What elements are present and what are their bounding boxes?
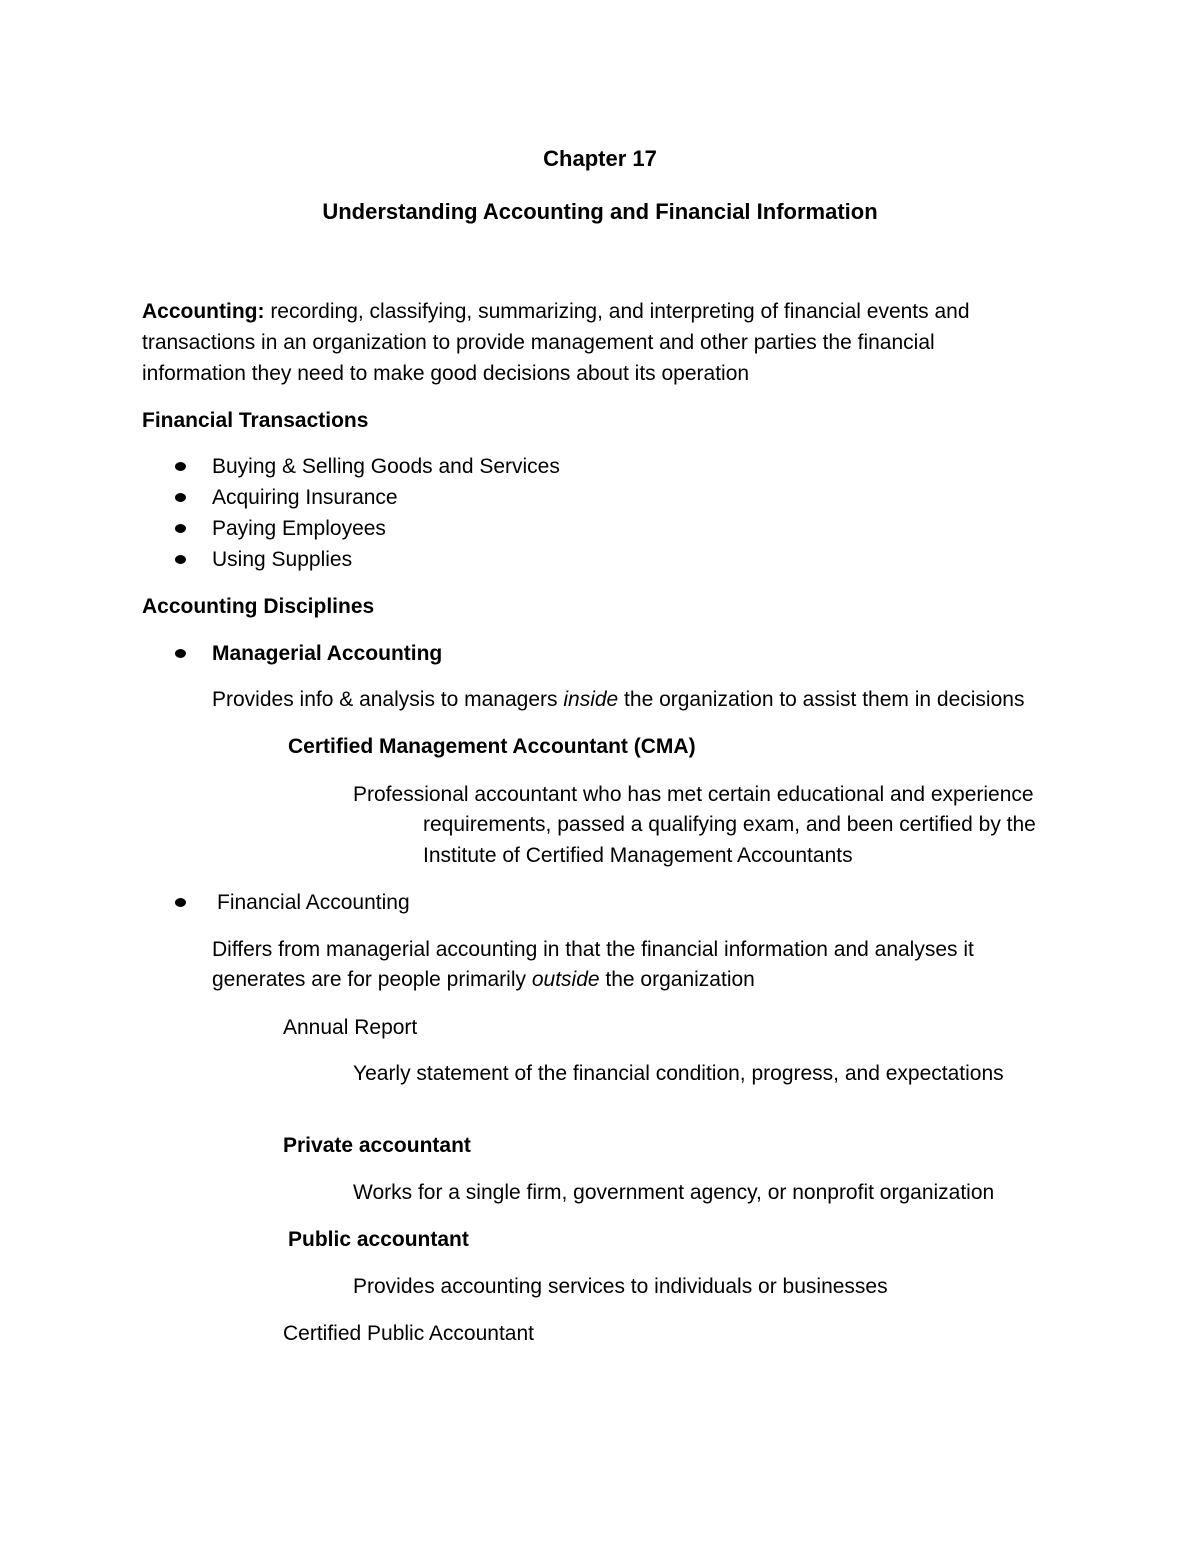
public-accountant-heading: Public accountant: [288, 1228, 469, 1251]
managerial-desc-pre: Provides info & analysis to managers: [212, 688, 564, 711]
cpa-heading: Certified Public Accountant: [283, 1322, 534, 1345]
definition-line-1: [142, 301, 970, 322]
managerial-description: [212, 689, 1024, 710]
private-accountant-description: Works for a single firm, government agency, or nonprofit organization: [353, 1181, 995, 1204]
list-item: Using Supplies: [212, 548, 353, 571]
definition-line-3: information they need to make good decisions about its operation: [142, 362, 750, 385]
bullet-icon: [175, 462, 186, 471]
financial-description-line-2: [212, 969, 755, 990]
bullet-icon: [175, 898, 186, 907]
private-accountant-heading: Private accountant: [283, 1134, 471, 1157]
financial-desc-post: the organization: [599, 968, 755, 991]
accounting-disciplines-heading: Accounting Disciplines: [142, 595, 375, 618]
cma-description-line-1: Professional accountant who has met certain educational and experience: [353, 783, 1034, 806]
cma-description-line-2: requirements, passed a qualifying exam, and been certified by the: [423, 813, 1036, 836]
definition-term: Accounting:: [142, 300, 265, 323]
financial-transactions-heading: Financial Transactions: [142, 409, 369, 432]
document-title: Understanding Accounting and Financial Information: [322, 199, 878, 224]
annual-report-heading: Annual Report: [283, 1016, 418, 1039]
public-accountant-description: Provides accounting services to individuals or businesses: [353, 1275, 888, 1298]
definition-text-1: recording, classifying, summarizing, and interpreting of financial events and: [264, 300, 970, 323]
managerial-accounting-heading: Managerial Accounting: [212, 642, 443, 665]
list-item: Acquiring Insurance: [212, 486, 398, 509]
financial-desc-emphasis: outside: [531, 968, 600, 991]
financial-accounting-heading: Financial Accounting: [217, 891, 410, 914]
financial-desc-pre: generates are for people primarily: [212, 968, 532, 991]
annual-report-description: Yearly statement of the financial condition, progress, and expectations: [353, 1062, 1004, 1085]
cma-description-line-3: Institute of Certified Management Accountants: [423, 844, 853, 867]
bullet-icon: [175, 555, 186, 564]
managerial-desc-post: the organization to assist them in decisions: [618, 688, 1025, 711]
definition-line-2: transactions in an organization to provide management and other parties the financial: [142, 331, 935, 354]
chapter-heading: Chapter 17: [543, 146, 657, 171]
financial-description-line-1: Differs from managerial accounting in that the financial information and analyses it: [212, 938, 974, 961]
cma-heading: Certified Management Accountant (CMA): [288, 735, 696, 758]
managerial-desc-emphasis: inside: [563, 688, 619, 711]
list-item: Buying & Selling Goods and Services: [212, 455, 560, 478]
bullet-icon: [175, 493, 186, 502]
bullet-icon: [175, 524, 186, 533]
bullet-icon: [175, 649, 186, 658]
list-item: Paying Employees: [212, 517, 386, 540]
